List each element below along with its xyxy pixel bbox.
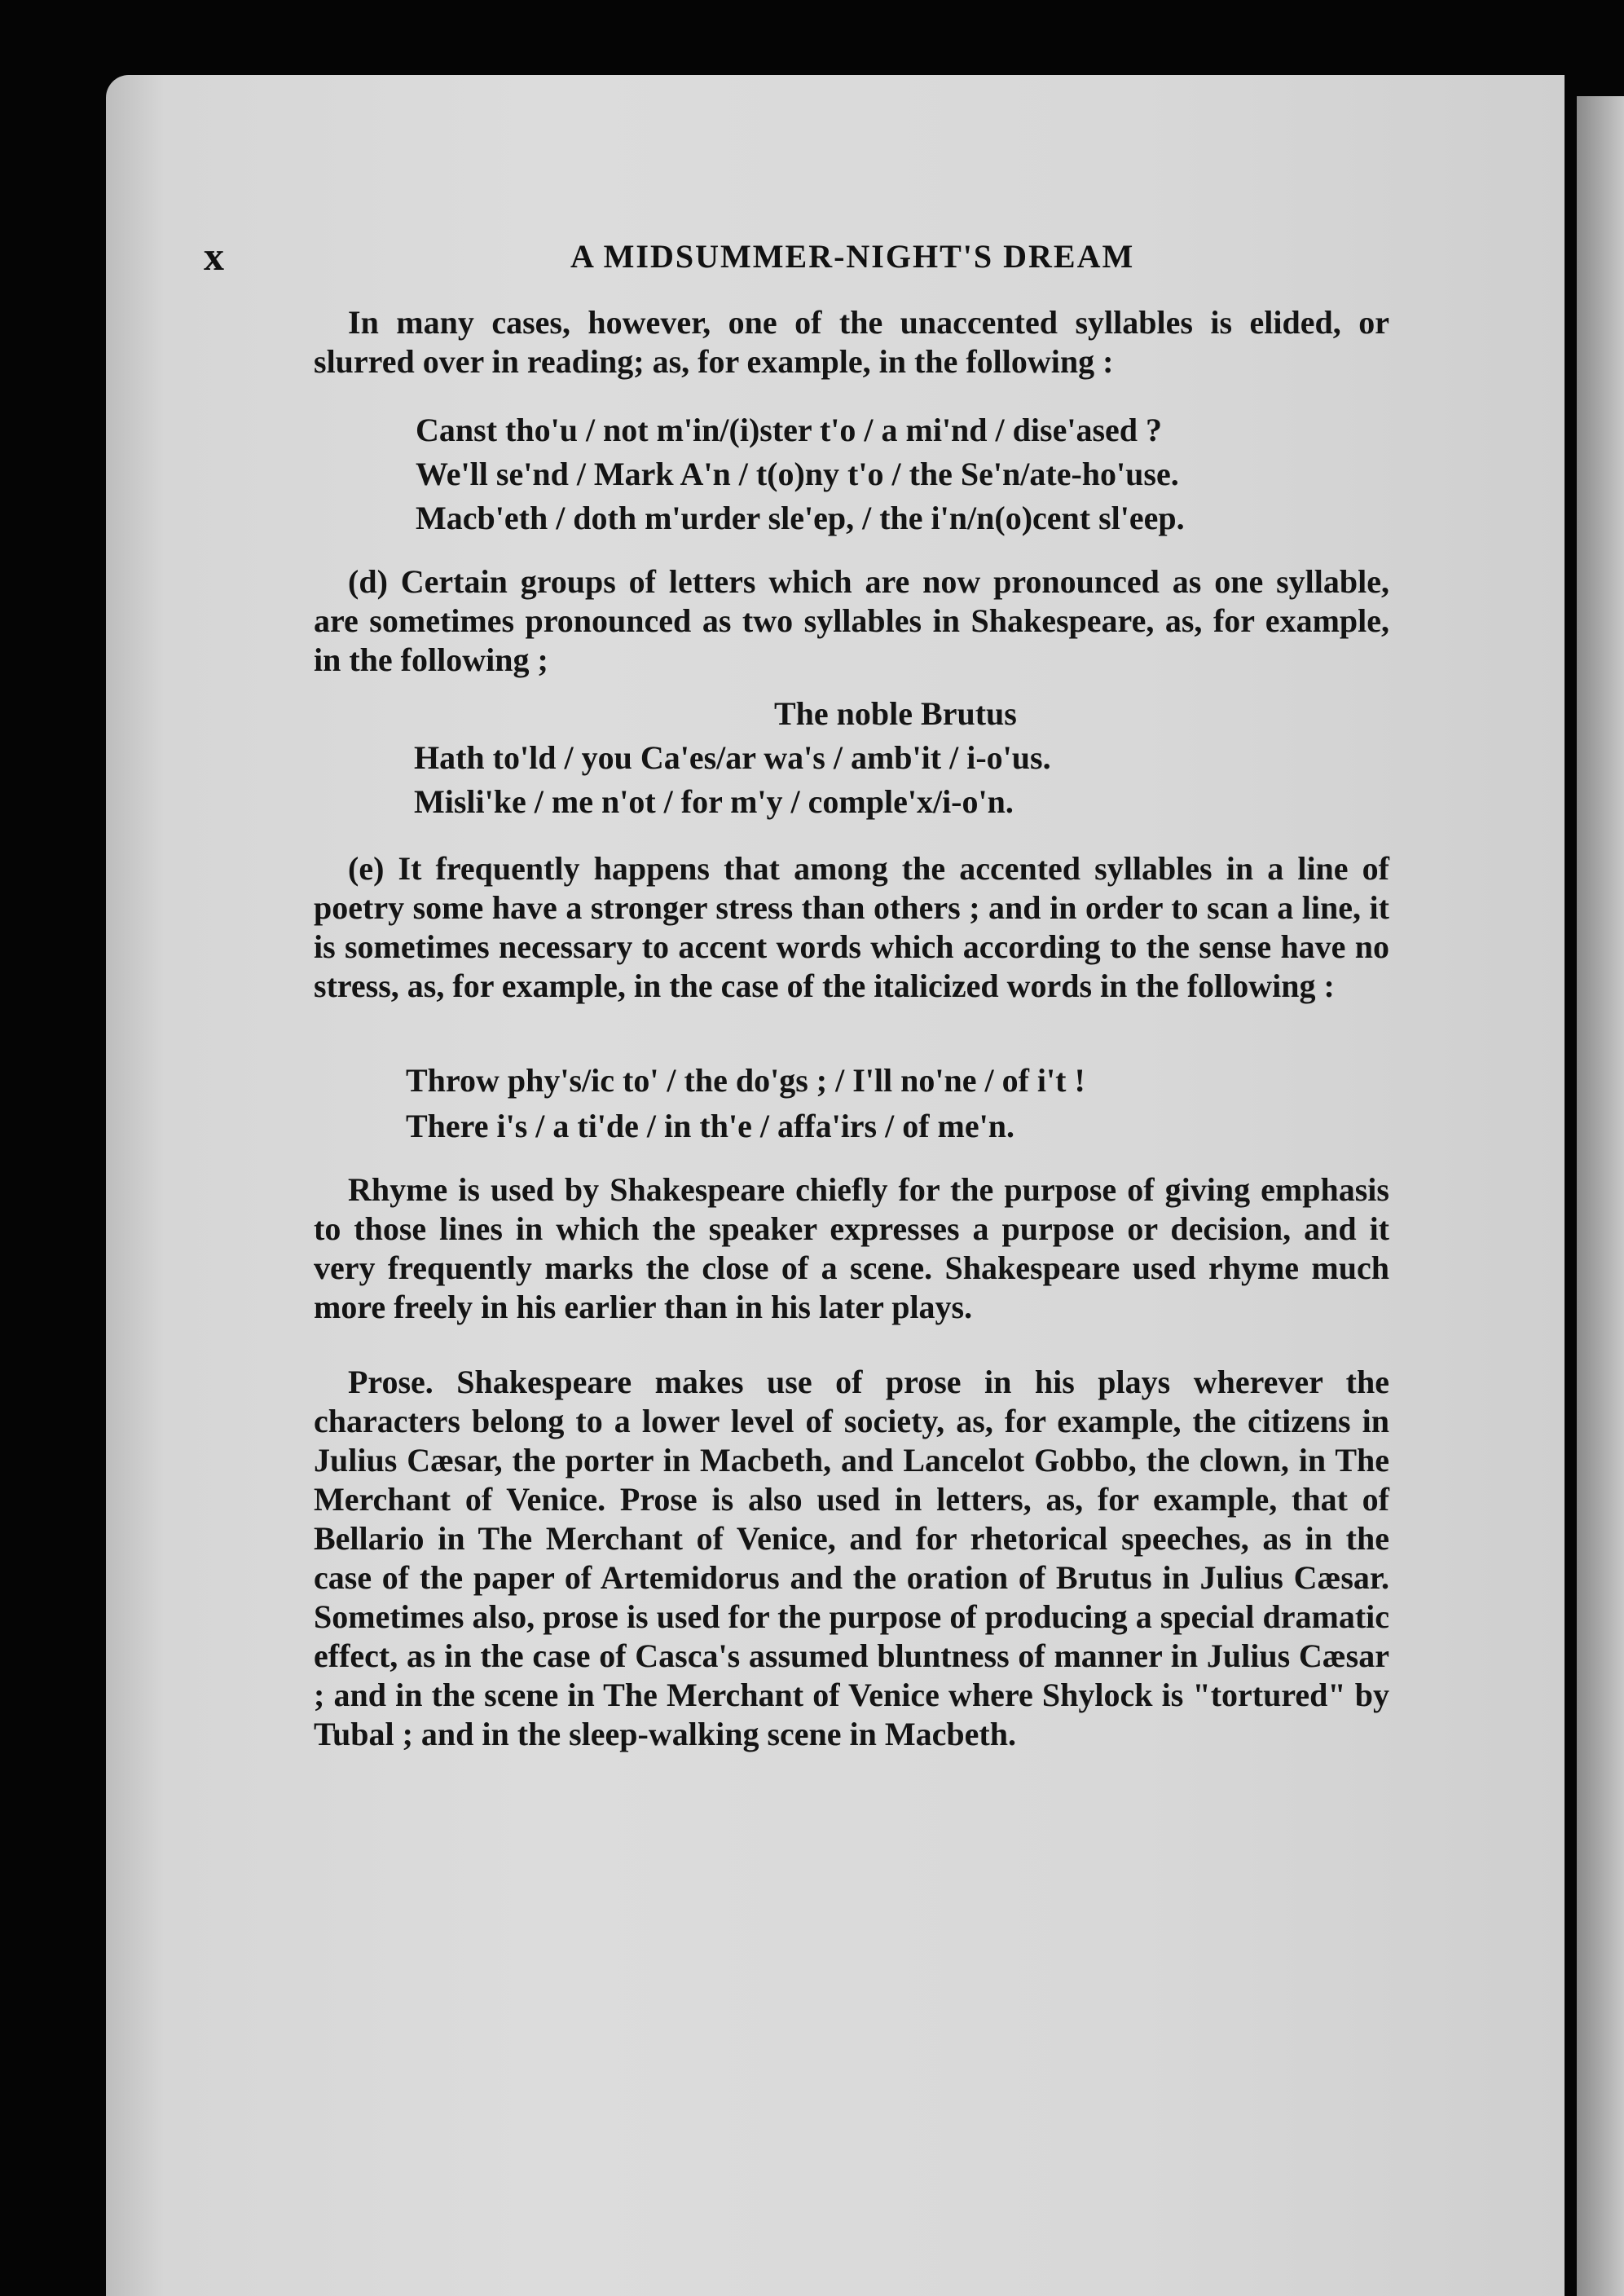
prose-heading: Prose. — [348, 1364, 434, 1400]
verse-d-3: Misli'ke / me n'ot / for m'y / comple'x/i-o'n. — [414, 783, 1014, 820]
running-title: A MIDSUMMER-NIGHT'S DREAM — [570, 238, 1135, 275]
paragraph-rhyme — [314, 1170, 1389, 1327]
paragraph-e: (e) It frequently happens that among the accented syllables in a line of poetry some have a stronger stress than others ; and in order to scan a line, it is sometimes necessary to accent words which according to the sense have no stress, as, for example, in the case of the italicized words in the following : — [314, 850, 1389, 1004]
verse-elision-3: Macb'eth / doth m'urder sle'ep, / the i'n/n(o)cent sl'eep. — [416, 500, 1185, 536]
verse-d-2: Hath to'ld / you Ca'es/ar wa's / amb'it / i-o'us. — [414, 739, 1051, 776]
adjacent-page-edge — [1577, 96, 1624, 2296]
paragraph-elision: In many cases, however, one of the unaccented syllables is elided, or slurred over in reading; as, for example, in the following : — [314, 304, 1389, 380]
rhyme-heading: Rhyme — [348, 1171, 448, 1208]
verse-elision-1: Canst tho'u / not m'in/(i)ster t'o / a mi'nd / dise'ased ? — [416, 412, 1163, 448]
prose-text: Shakespeare makes use of prose in his plays wherever the characters belong to a lower level of society, as, for example, the citizens in Julius Cæsar, the porter in Macbeth, and Lancelot Gobbo, the clown, in The Merchant of Venice. Prose is also used in letters, as, for example, that of Bellario in The Merchant of Venice, and for rhetorical speeches, as in the case of the paper of Artemidorus and the oration of Brutus in Julius Cæsar. Sometimes also, prose is used for the purpose of producing a special dramatic effect, as in the case of Casca's assumed bluntness of manner in Julius Cæsar ; and in the scene in The Merchant of Venice where Shylock is "tortured" by Tubal ; and in the sleep-walking scene in Macbeth. — [314, 1364, 1389, 1752]
paragraph-prose — [314, 1363, 1389, 1754]
verse-d-1: The noble Brutus — [774, 695, 1017, 732]
rhyme-text: is used by Shakespeare chiefly for the purpose of giving emphasis to those lines in which the speaker expresses a purpose or decision, and it very frequently marks the close of a scene. Shakespeare used rhyme much more freely in his earlier than in his later plays. — [314, 1171, 1389, 1325]
page-number: x — [204, 233, 224, 279]
paragraph-d: (d) Certain groups of letters which are now pronounced as one syllable, are sometimes pronounced as two syllables in Shakespeare, as, for example, in the following ; — [314, 563, 1389, 678]
verse-e-2: There i's / a ti'de / in th'e / affa'irs / of me'n. — [406, 1108, 1014, 1144]
page-header — [0, 232, 1624, 281]
verse-elision-2: We'll se'nd / Mark A'n / t(o)ny t'o / the Se'n/ate-ho'use. — [416, 456, 1179, 492]
verse-e-1: Throw phy's/ic to' / the do'gs ; / I'll no'ne / of i't ! — [406, 1062, 1085, 1099]
